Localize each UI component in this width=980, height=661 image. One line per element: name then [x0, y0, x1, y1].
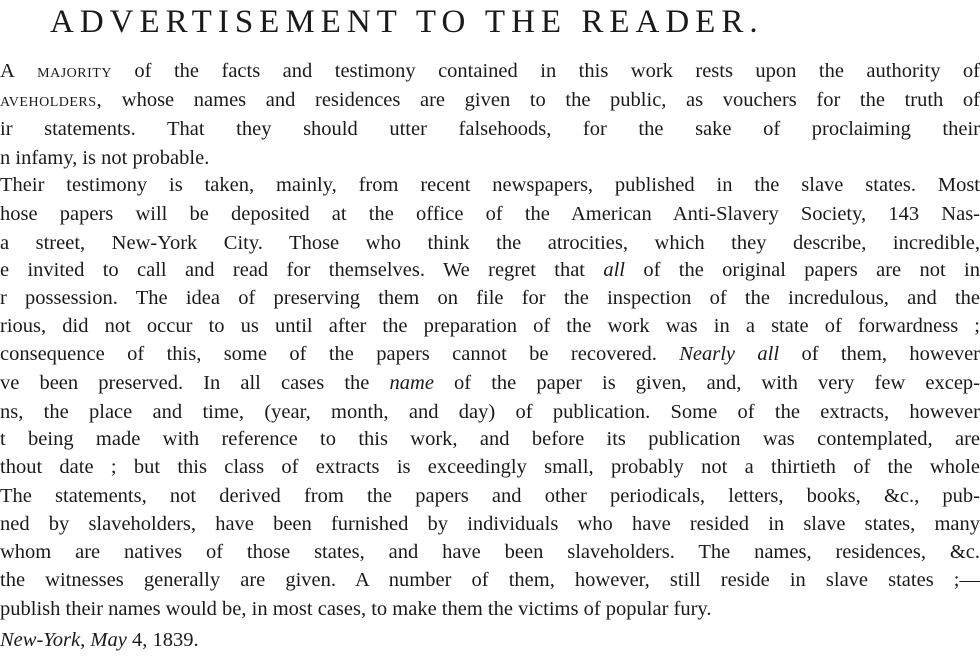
text-line-6: hose papers will be deposited at the office of the American Anti-Slavery Society, 143 Nas- [0, 203, 980, 225]
dateline [0, 626, 980, 654]
text-line-20: publish their names would be, in most cases, to make them the victims of popular fury. [0, 598, 712, 620]
text-line-19: the witnesses generally are given. A number of them, however, still reside in slave states ;— [0, 569, 980, 591]
italic-text: all [603, 259, 625, 281]
text-line-12: ve been preserved. In all cases the name of the paper is given, and, with very few excep- [0, 372, 980, 394]
text-line-5: Their testimony is taken, mainly, from recent newspapers, published in the slave states. Most [0, 174, 980, 196]
text-line-10: rious, did not occur to us until after the preparation of the work was in a state of forwardness ; [0, 315, 980, 337]
italic-text: name [389, 372, 434, 394]
dateline-date: 4, 1839. [126, 629, 199, 651]
small-caps-text: aveholders, [0, 89, 103, 111]
text-line-8: e invited to call and read for themselves. We regret that all of the original papers are not in [0, 259, 980, 281]
text-line-13: ns, the place and time, (year, month, and day) of publication. Some of the extracts, however [0, 401, 980, 423]
dateline-place: New-York, [0, 629, 86, 651]
text-line-16: The statements, not derived from the papers and other periodicals, letters, books, &c., pub- [0, 485, 980, 507]
dateline-month: May [90, 629, 127, 651]
text-line-14: t being made with reference to this work, and before its publication was contemplated, are [0, 428, 980, 450]
text-line-7: a street, New-York City. Those who think the atrocities, which they describe, incredible, [0, 232, 980, 254]
text-line-3: ir statements. That they should utter falsehoods, for the sake of proclaiming their [0, 118, 980, 140]
text-line-15: thout date ; but this class of extracts is exceedingly small, probably not a thirtieth of the whole [0, 456, 980, 478]
text-line-4: n infamy, is not probable. [0, 147, 210, 169]
text-line-1: A majority of the facts and testimony contained in this work rests upon the authority of [0, 60, 980, 82]
text-line-2: aveholders, whose names and residences are given to the public, as vouchers for the truth of [0, 89, 980, 111]
italic-text: Nearly all [679, 343, 780, 365]
text-line-9: r possession. The idea of preserving them on file for the inspection of the incredulous, and the [0, 287, 980, 309]
text-line-18: whom are natives of those states, and have been slaveholders. The names, residences, &c. [0, 541, 980, 563]
text-line-17: ned by slaveholders, have been furnished by individuals who have resided in slave states, many [0, 513, 980, 535]
small-caps-text: A majority [0, 60, 112, 82]
text-line-11: consequence of this, some of the papers cannot be recovered. Nearly all of them, however [0, 343, 980, 365]
page-title: ADVERTISEMENT TO THE READER. [50, 4, 764, 40]
